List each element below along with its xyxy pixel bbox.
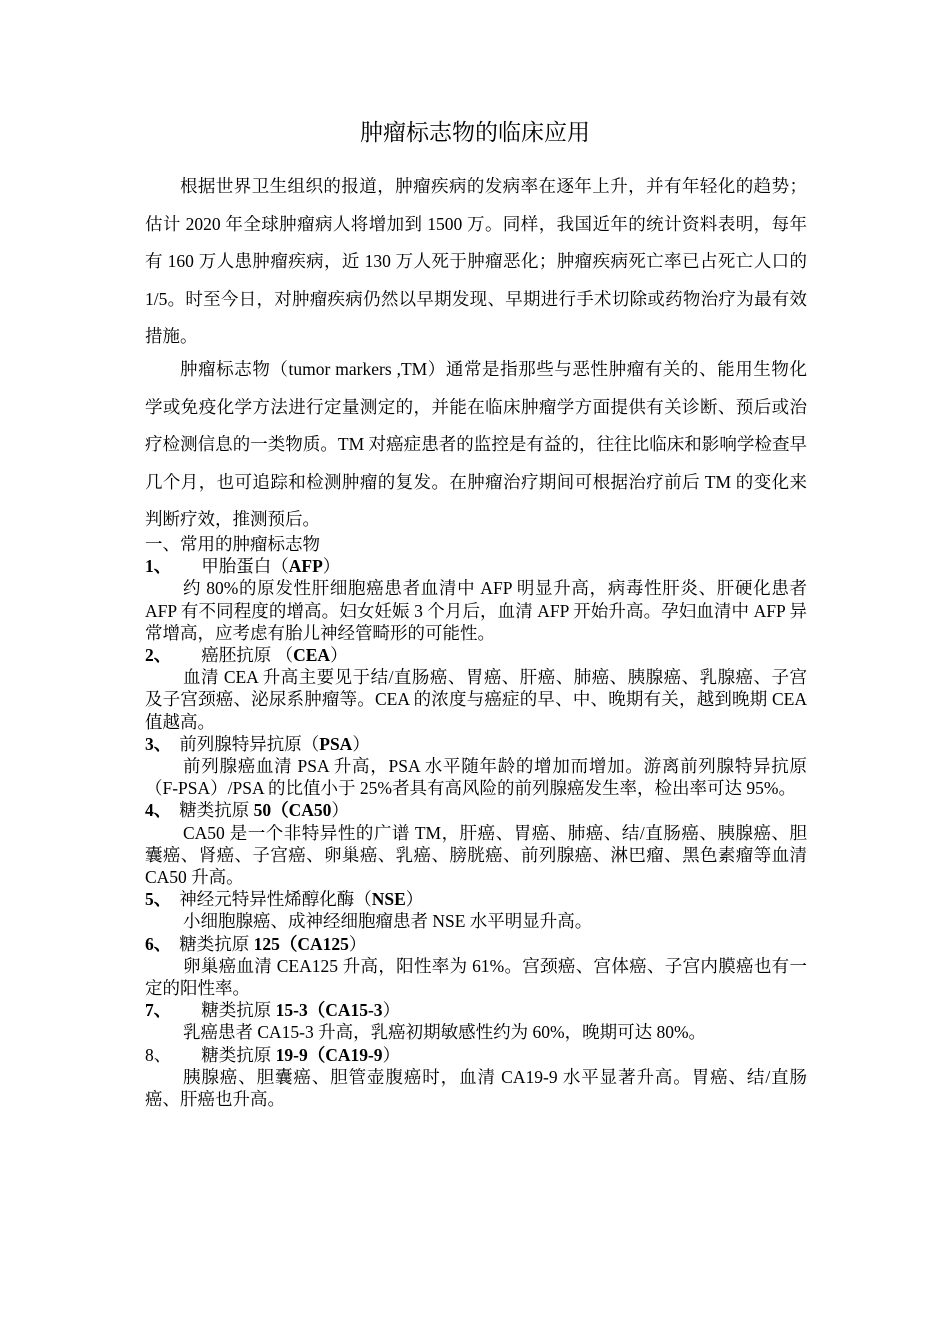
marker-description: CA50 是一个非特异性的广谱 TM，肝癌、胃癌、肺癌、结/直肠癌、胰腺癌、胆囊癌、肾癌、子宫癌、卵巢癌、乳癌、膀胱癌、前列腺癌、淋巴瘤、黑色素瘤等血清 CA50 升高。 bbox=[145, 822, 807, 888]
marker-number: 6、 bbox=[145, 933, 172, 954]
marker-description: 乳癌患者 CA15-3 升高，乳癌初期敏感性约为 60%，晚期可达 80%。 bbox=[183, 1022, 707, 1043]
marker-name: 神经元特异性烯醇化酶（ bbox=[179, 889, 372, 910]
marker-heading bbox=[145, 999, 807, 1021]
marker-description: 前列腺癌血清 PSA 升高，PSA 水平随年龄的增加而增加。游离前列腺特异抗原（F-PSA）/PSA 的比值小于 25%者具有高风险的前列腺癌发生率，检出率可达 95%。 bbox=[145, 756, 807, 799]
marker-number: 1、 bbox=[145, 556, 172, 577]
marker-number: 3、 bbox=[145, 733, 172, 754]
marker-heading bbox=[145, 1044, 807, 1066]
marker-heading bbox=[145, 933, 807, 955]
marker-number: 4、 bbox=[145, 800, 172, 821]
marker-description: 卵巢癌血清 CEA125 升高，阳性率为 61%。宫颈癌、宫体癌、子宫内膜癌也有一定的阳性率。 bbox=[145, 955, 807, 999]
marker-name: 糖类抗原 bbox=[201, 1044, 276, 1065]
marker-heading bbox=[145, 555, 807, 577]
marker-heading bbox=[145, 799, 807, 821]
marker-abbr: PSA bbox=[319, 733, 353, 754]
marker-name: 糖类抗原 bbox=[201, 1000, 276, 1021]
marker-close: ） bbox=[352, 733, 370, 754]
marker-close: ） bbox=[330, 645, 348, 666]
marker-heading bbox=[145, 644, 807, 666]
marker-name: 糖类抗原 bbox=[179, 800, 254, 821]
marker-abbr: NSE bbox=[371, 889, 406, 910]
marker-number: 7、 bbox=[145, 1000, 172, 1021]
marker-close: ） bbox=[382, 1000, 401, 1021]
marker-close: ） bbox=[331, 800, 349, 821]
marker-description: 血清 CEA 升高主要见于结/直肠癌、胃癌、肝癌、肺癌、胰腺癌、乳腺癌、子宫及子宫颈癌、泌尿系肿瘤等。CEA 的浓度与癌症的早、中、晚期有关，越到晚期 CEA 值越高。 bbox=[145, 667, 807, 732]
marker-close: ） bbox=[322, 556, 341, 577]
intro-paragraph-2: 肿瘤标志物（tumor markers ,TM）通常是指那些与恶性肿瘤有关的、能用生物化学或免疫化学方法进行定量测定的，并能在临床肿瘤学方面提供有关诊断、预后或治疗检测信息的一类物质。TM 对癌症患者的监控是有益的，往往比临床和影响学检查早几个月，也可追踪和检测肿瘤的复发。在肿瘤治疗期间可根据治疗前后 TM 的变化来判断疗效，推测预后。 bbox=[145, 359, 807, 530]
marker-abbr: 15-3（CA15-3 bbox=[275, 1000, 383, 1021]
marker-heading bbox=[145, 888, 807, 910]
marker-number: 2、 bbox=[145, 645, 172, 666]
marker-close: ） bbox=[348, 933, 367, 954]
intro-paragraph-1: 根据世界卫生组织的报道，肿瘤疾病的发病率在逐年上升，并有年轻化的趋势；估计 2020 年全球肿瘤病人将增加到 1500 万。同样，我国近年的统计资料表明，每年有 160 万人患肿瘤疾病，近 130 万人死于肿瘤恶化；肿瘤疾病死亡率已占死亡人口的 1/5。时至今日，对肿瘤疾病仍然以早期发现、早期进行手术切除或药物治疗为最有效措施。 bbox=[145, 176, 807, 347]
marker-abbr: CEA bbox=[293, 645, 331, 666]
marker-abbr: 125（CA125 bbox=[253, 933, 349, 954]
marker-description: 小细胞腺癌、成神经细胞瘤患者 NSE 水平明显升高。 bbox=[183, 911, 593, 932]
page-title: 肿瘤标志物的临床应用 bbox=[360, 120, 590, 146]
marker-description: 胰腺癌、胆囊癌、胆管壶腹癌时，血清 CA19-9 水平显著升高。胃癌、结/直肠癌、肝癌也升高。 bbox=[145, 1066, 807, 1110]
marker-close: ） bbox=[405, 889, 424, 910]
section-heading: 一、常用的肿瘤标志物 bbox=[145, 534, 320, 554]
marker-abbr: AFP bbox=[288, 556, 323, 577]
marker-list bbox=[145, 533, 807, 1110]
marker-number: 5、 bbox=[145, 889, 172, 910]
marker-name: 癌胚抗原 （ bbox=[201, 645, 294, 666]
marker-abbr: 19-9（CA19-9 bbox=[275, 1044, 383, 1065]
marker-number: 8、 bbox=[145, 1044, 172, 1065]
marker-name: 前列腺特异抗原（ bbox=[179, 733, 320, 754]
marker-description: 约 80%的原发性肝细胞癌患者血清中 AFP 明显升高，病毒性肝炎、肝硬化患者 AFP 有不同程度的增高。妇女妊娠 3 个月后，血清 AFP 开始升高。孕妇血清中 AFP 异常增高，应考虑有胎儿神经管畸形的可能性。 bbox=[145, 578, 807, 643]
marker-name: 糖类抗原 bbox=[179, 933, 254, 954]
marker-close: ） bbox=[382, 1044, 401, 1065]
marker-name: 甲胎蛋白（ bbox=[201, 556, 289, 577]
marker-heading bbox=[145, 733, 807, 755]
marker-abbr: 50（CA50 bbox=[253, 800, 332, 821]
